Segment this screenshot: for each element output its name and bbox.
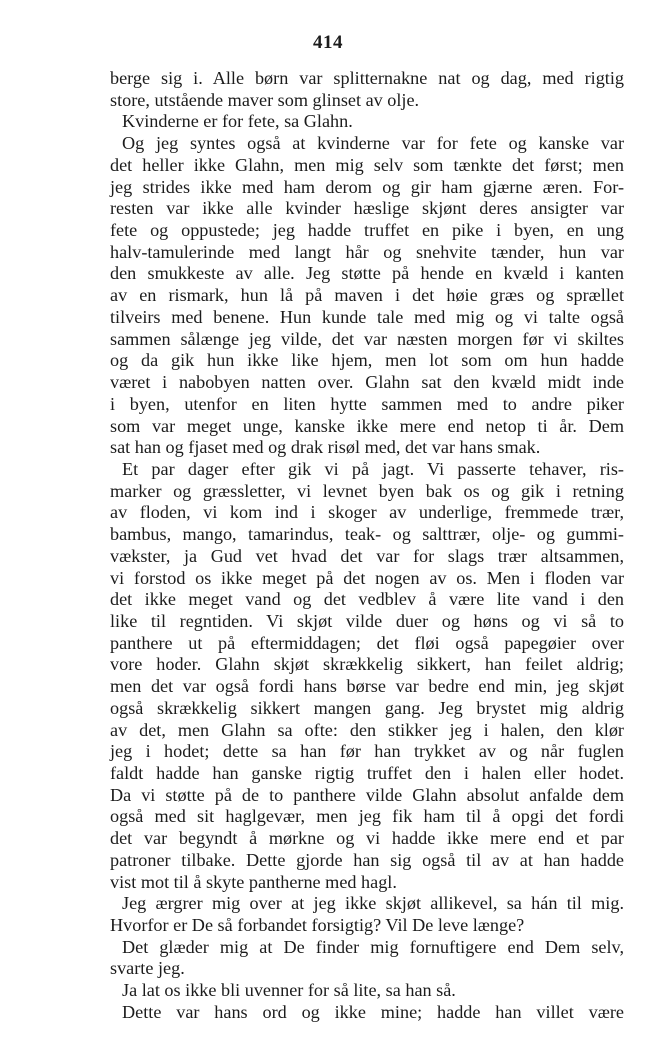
text-line: av det, men Glahn sa ofte: den stikker jeg i halen, den klør bbox=[110, 719, 624, 740]
text-line: faldt hadde han ganske rigtig truffet den i halen eller hodet. bbox=[110, 763, 624, 783]
text-line: i byen, utenfor en liten hytte sammen med to andre piker bbox=[110, 393, 624, 414]
text-line: det ikke meget vand og det vedblev å være lite vand i den bbox=[110, 589, 624, 610]
text-line: berge sig i. Alle børn var splitternakne nat og dag, med rigtig bbox=[110, 68, 624, 88]
text-line: Dette var hans ord og ikke mine; hadde han villet være bbox=[122, 1001, 624, 1022]
text-line: vækster, ja Gud vet hvad det var for slags trær altsammen, bbox=[110, 545, 624, 566]
text-line: vore hoder. Glahn skjøt skrækkelig sikkert, han feilet aldrig; bbox=[110, 654, 624, 675]
text-line: fete og oppustede; jeg hadde truffet en pike i byen, en ung bbox=[110, 220, 624, 241]
body-text bbox=[110, 68, 624, 1024]
text-line: sat han og fjaset med og drak risøl med, det var hans smak. bbox=[110, 437, 541, 458]
text-line: som var meget unge, kanske ikke mere end netop ti år. Dem bbox=[110, 415, 624, 436]
text-line: av floden, vi kom ind i skoger av underlige, fremmede trær, bbox=[110, 502, 624, 523]
text-line: også skrækkelig sikkert mangen gang. Jeg brystet mig aldrig bbox=[110, 697, 624, 718]
text-line: svarte jeg. bbox=[110, 958, 185, 979]
text-line: Og jeg syntes også at kvinderne var for fete og kanske var bbox=[122, 133, 624, 154]
text-line: store, utstående maver som glinset av olje. bbox=[110, 89, 420, 110]
text-line: Det glæder mig at De finder mig fornuftigere end Dem selv, bbox=[122, 936, 624, 957]
text-line: jeg strides ikke med ham derom og gir ham gjærne æren. For- bbox=[110, 176, 624, 197]
text-line: vist mot til å skyte pantherne med hagl. bbox=[110, 871, 397, 892]
text-line: panthere ut på eftermiddagen; det fløi også papegøier over bbox=[110, 632, 624, 653]
text-line: Ja lat os ikke bli uvenner for så lite, sa han så. bbox=[122, 980, 456, 1001]
text-line: været i nabobyen natten over. Glahn sat den kvæld midt inde bbox=[110, 372, 624, 393]
text-line: men det var også fordi hans børse var bedre end min, jeg skjøt bbox=[110, 676, 624, 697]
text-line: patroner tilbake. Dette gjorde han sig også til av at han hadde bbox=[110, 849, 624, 870]
text-line: Da vi støtte på de to panthere vilde Glahn absolut anfalde dem bbox=[110, 784, 624, 805]
text-line: halv-tamulerinde med langt hår og snehvite tænder, hun var bbox=[110, 241, 624, 262]
text-line: marker og græssletter, vi levnet byen bak os og gik i retning bbox=[110, 480, 624, 501]
text-line: like til regntiden. Vi skjøt vilde duer og høns og vi så to bbox=[110, 610, 624, 631]
text-line: den smukkeste av alle. Jeg støtte på hende en kvæld i kanten bbox=[110, 263, 624, 284]
text-line: det heller ikke Glahn, men mig selv som tænkte det først; men bbox=[110, 154, 624, 175]
text-line: Hvorfor er De så forbandet forsigtig? Vil De leve længe? bbox=[110, 915, 525, 936]
text-line: tilveirs med benene. Hun kunde tale med mig og vi talte også bbox=[110, 306, 624, 327]
text-line: sammen sålænge jeg vilde, det var næsten morgen før vi skiltes bbox=[110, 328, 624, 349]
text-line: vi forstod os ikke meget på det nogen av os. Men i floden var bbox=[110, 567, 624, 588]
page-number: 414 bbox=[313, 32, 343, 53]
text-line: Jeg ærgrer mig over at jeg ikke skjøt allikevel, sa hán til mig. bbox=[122, 893, 624, 914]
text-line: og da gik hun ikke like hjem, men lot som om hun hadde bbox=[110, 350, 624, 371]
text-line: resten var ikke alle kvinder hæslige skjønt deres ansigter var bbox=[110, 198, 624, 219]
text-line: Et par dager efter gik vi på jagt. Vi passerte tehaver, ris- bbox=[122, 458, 624, 479]
text-line: Kvinderne er for fete, sa Glahn. bbox=[122, 111, 353, 132]
text-line: av en rismark, hun lå på maven i det høie græs og sprællet bbox=[110, 285, 624, 306]
text-line: det var begyndt å mørkne og vi hadde ikke mere end et par bbox=[110, 828, 624, 849]
text-line: også med sit haglgevær, men jeg fik ham til å opgi det fordi bbox=[110, 806, 624, 827]
text-line: bambus, mango, tamarindus, teak- og salttrær, olje- og gummi- bbox=[110, 524, 624, 545]
text-line: jeg i hodet; dette sa han før han trykket av og når fuglen bbox=[110, 741, 624, 762]
